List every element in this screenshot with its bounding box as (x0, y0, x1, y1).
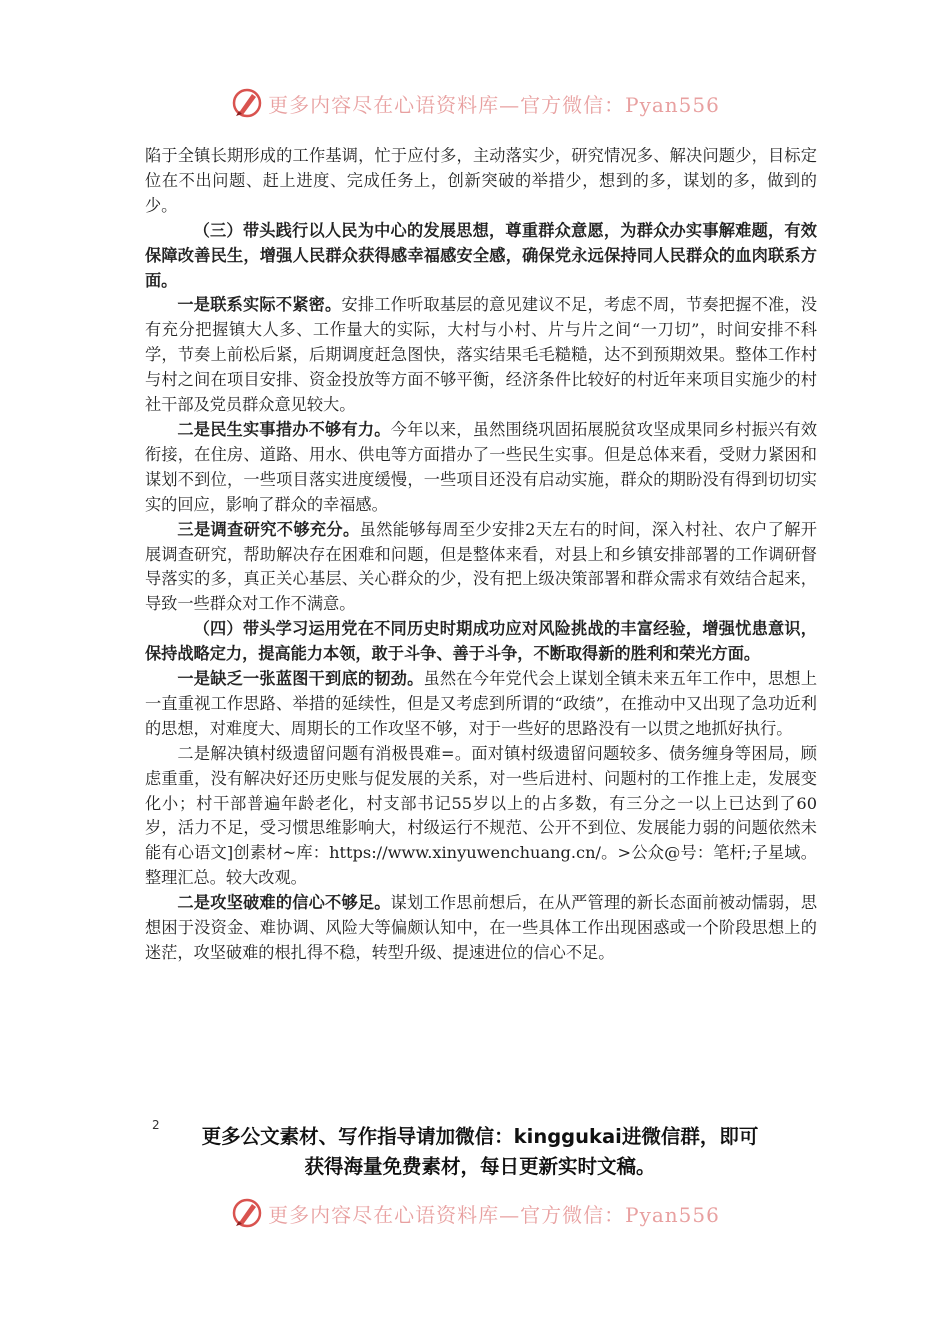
footer-marker: 2 (152, 1118, 160, 1132)
footer-line-1: 更多公文素材、写作指导请加微信：kinggukai进微信群，即可 (201, 1125, 759, 1148)
banner-text: 更多内容尽在心语资料库—官方微信：Pyan556 (268, 1202, 720, 1227)
section-heading-4: （四）带头学习运用党在不同历史时期成功应对风险挑战的丰富经验，增强忧患意识，保持战略定力，提高能力本领，敢于斗争、善于斗争，不断取得新的胜利和荣光方面。 (145, 619, 817, 664)
footer-note (150, 1122, 810, 1182)
footer-line-2: 获得海量免费素材，每日更新实时文稿。 (304, 1155, 656, 1178)
section-heading-3: （三）带头践行以人民为中心的发展思想，尊重群众意愿，为群众办实事解难题，有效保障改善民生，增强人民群众获得感幸福感安全感，确保党永远保持同人民群众的血肉联系方面。 (145, 220, 817, 290)
header-banner (0, 86, 950, 120)
document-body (145, 144, 817, 966)
footer-banner (0, 1196, 950, 1230)
paragraph-8: 二是解决镇村级遗留问题有消极畏难=。面对镇村级遗留问题较多、债务缠身等困局，顾虑重重，没有解决好还历史账与促发展的关系，对一些后进村、问题村的工作推上走，发展变化小；村干部普遍年龄老化，村支部书记55岁以上的占多数，有三分之一以上已达到了60岁，活力不足，受习惯思维影响大，村级运行不规范、公开不到位、发展能力弱的问题依然未能有心语文]创素材~库：https://www.xinyuwenchuang.cn/。>公众@号：笔杆;子星域。整理汇总。较大改观。 (145, 743, 817, 888)
paragraph-4: 二是民生实事措办不够有力。今年以来，虽然围绕巩固拓展脱贫攻坚成果同乡村振兴有效衔接，在住房、道路、用水、供电等方面措办了一些民生实事。但是总体来看，受财力紧困和谋划不到位，一些项目落实进度缓慢，一些项目还没有启动实施，群众的期盼没有得到切切实实的回应，影响了群众的幸福感。 (145, 419, 818, 514)
paragraph-5: 三是调查研究不够充分。虽然能够每周至少安排2天左右的时间，深入村社、农户了解开展调查研究，帮助解决存在困难和问题，但是整体来看，对县上和乡镇安排部署的工作调研督导落实的多，真正关心基层、关心群众的少，没有把上级决策部署和群众需求有效结合起来，导致一些群众对工作不满意。 (145, 519, 817, 614)
paragraph-3: 一是联系实际不紧密。安排工作听取基层的意见建议不足，考虑不周，节奏把握不准，没有充分把握镇大人多、工作量大的实际，大村与小村、片与片之间“一刀切”，时间安排不科学，节奏上前松后紧，后期调度赶急图快，落实结果毛毛糙糙，达不到预期效果。整体工作村与村之间在项目安排、资金投放等方面不够平衡，经济条件比较好的村近年来项目实施少的村社干部及党员群众意见较大。 (145, 295, 818, 415)
paragraph-7: 一是缺乏一张蓝图干到底的韧劲。虽然在今年党代会上谋划全镇未来五年工作中，思想上一直重视工作思路、举措的延续性，但是又考虑到所谓的“政绩”，在推动中又出现了急功近利的思想，对难度大、周期长的工作攻坚不够，对于一些好的思路没有一以贯之地抓好执行。 (145, 669, 818, 738)
banner-text: 更多内容尽在心语资料库—官方微信：Pyan556 (268, 92, 720, 117)
paragraph-1: 陷于全镇长期形成的工作基调，忙于应付多，主动落实少，研究情况多、解决问题少，目标定位在不出问题、赶上进度、完成任务上，创新突破的举措少，想到的多，谋划的多，做到的少。 (145, 146, 817, 215)
pen-logo-icon (230, 1196, 264, 1230)
pen-logo-icon (230, 86, 264, 120)
paragraph-9: 二是攻坚破难的信心不够足。谋划工作思前想后，在从严管理的新长态面前被动懦弱，思想困于没资金、难协调、风险大等偏颇认知中，在一些具体工作出现困惑或一个阶段思想上的迷茫，攻坚破难的根扎得不稳，转型升级、提速进位的信心不足。 (145, 893, 818, 962)
